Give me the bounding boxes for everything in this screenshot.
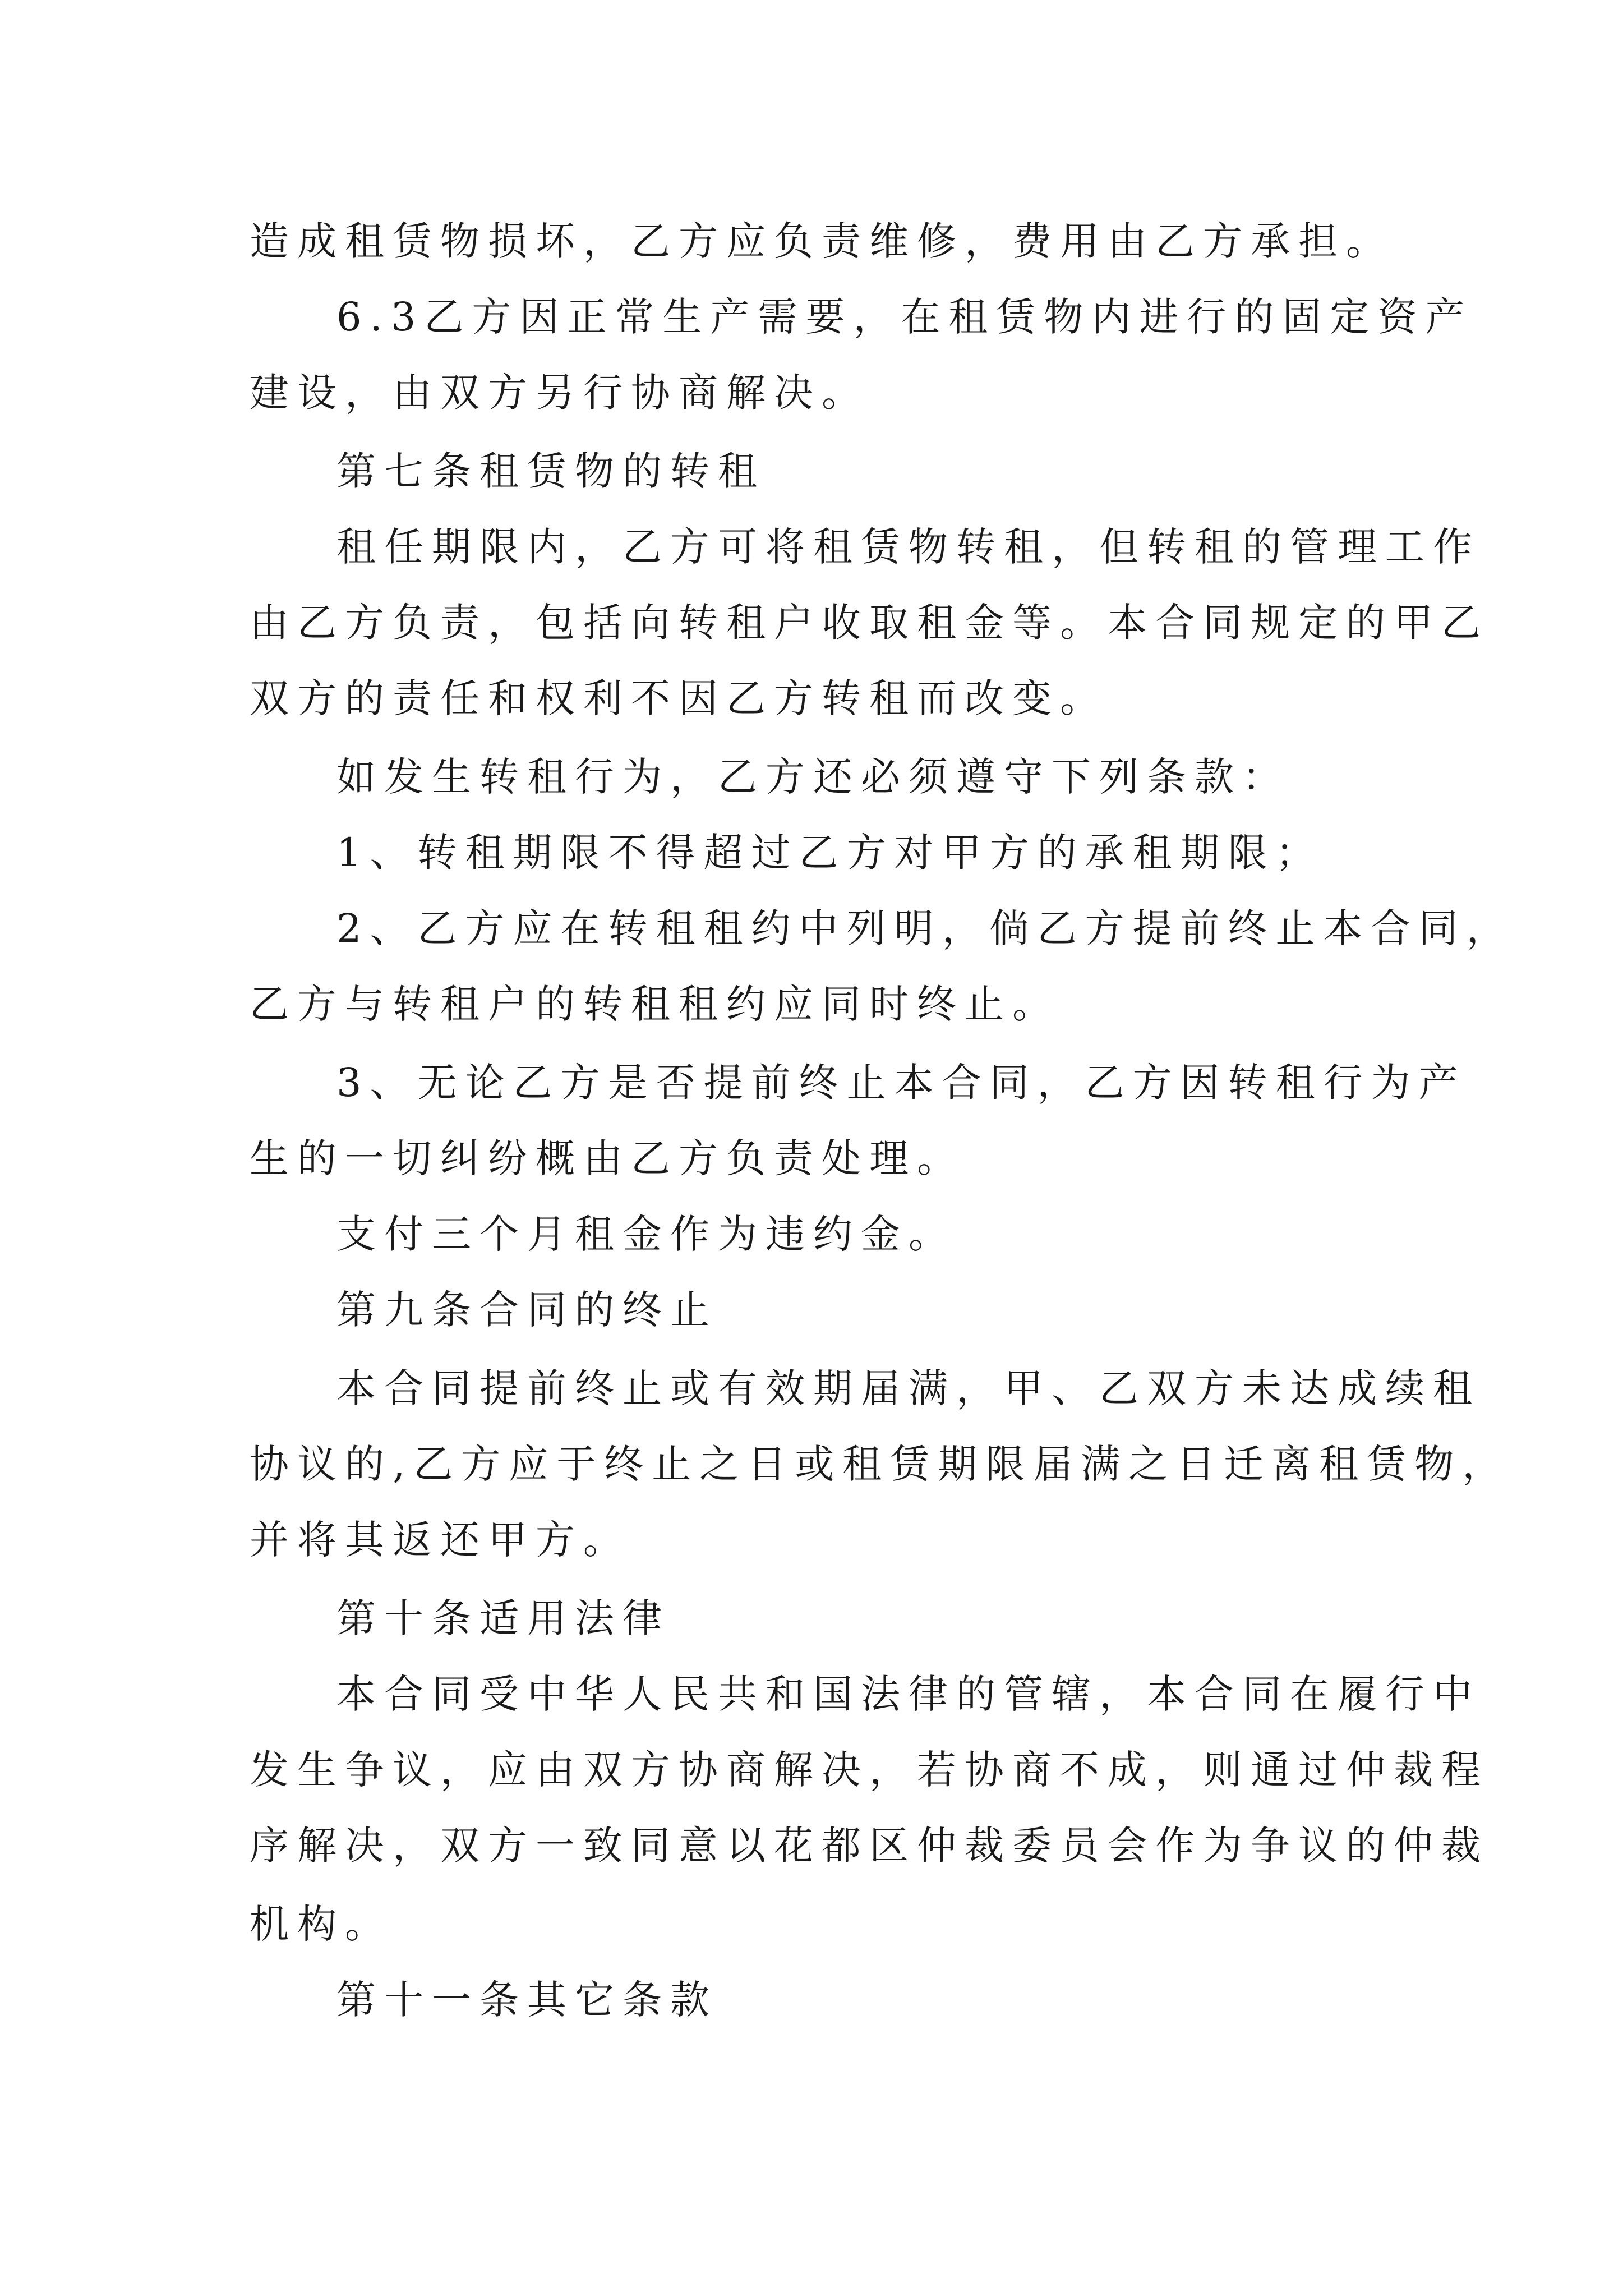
text-line: 本合同提前终止或有效期届满，甲、乙双方未达成续租	[336, 1365, 1481, 1411]
text-line: 如发生转租行为，乙方还必须遵守下列条款：	[336, 754, 1290, 800]
section-heading: 第七条租赁物的转租	[336, 448, 766, 494]
list-item: 2、乙方应在转租租约中列明，倘乙方提前终止本合同，	[336, 905, 1514, 951]
text-line: 6.3乙方因正常生产需要，在租赁物内进行的固定资产	[336, 294, 1473, 340]
text-line: 本合同受中华人民共和国法律的管辖，本合同在履行中	[336, 1671, 1481, 1717]
text-line: 租任期限内，乙方可将租赁物转租，但转租的管理工作	[336, 524, 1481, 570]
text-line: 支付三个月租金作为违约金。	[336, 1211, 956, 1257]
text-line: 双方的责任和权利不因乙方转租而改变。	[250, 675, 1108, 721]
text-line: 序解决，双方一致同意以花都区仲裁委员会作为争议的仲裁	[250, 1823, 1489, 1869]
list-item: 1、转租期限不得超过乙方对甲方的承租期限；	[336, 830, 1324, 876]
section-heading: 第十一条其它条款	[336, 1977, 718, 2023]
text-line: 发生争议，应由双方协商解决，若协商不成，则通过仲裁程	[250, 1747, 1489, 1793]
text-line: 建设，由双方另行协商解决。	[250, 370, 869, 416]
text-line: 并将其返还甲方。	[250, 1517, 631, 1563]
text-line: 生的一切纠纷概由乙方负责处理。	[250, 1135, 965, 1181]
list-item: 3、无论乙方是否提前终止本合同，乙方因转租行为产	[336, 1060, 1467, 1106]
text-line: 机构。	[250, 1901, 393, 1947]
text-line: 协议的,乙方应于终止之日或租赁期限届满之日迁离租赁物，	[250, 1441, 1510, 1487]
section-heading: 第九条合同的终止	[336, 1287, 718, 1333]
text-line: 乙方与转租户的转租租约应同时终止。	[250, 981, 1060, 1027]
text-line: 造成租赁物损坏，乙方应负责维修，费用由乙方承担。	[250, 218, 1394, 264]
text-line: 由乙方负责，包括向转租户收取租金等。本合同规定的甲乙	[250, 600, 1489, 646]
section-heading: 第十条适用法律	[336, 1595, 670, 1641]
